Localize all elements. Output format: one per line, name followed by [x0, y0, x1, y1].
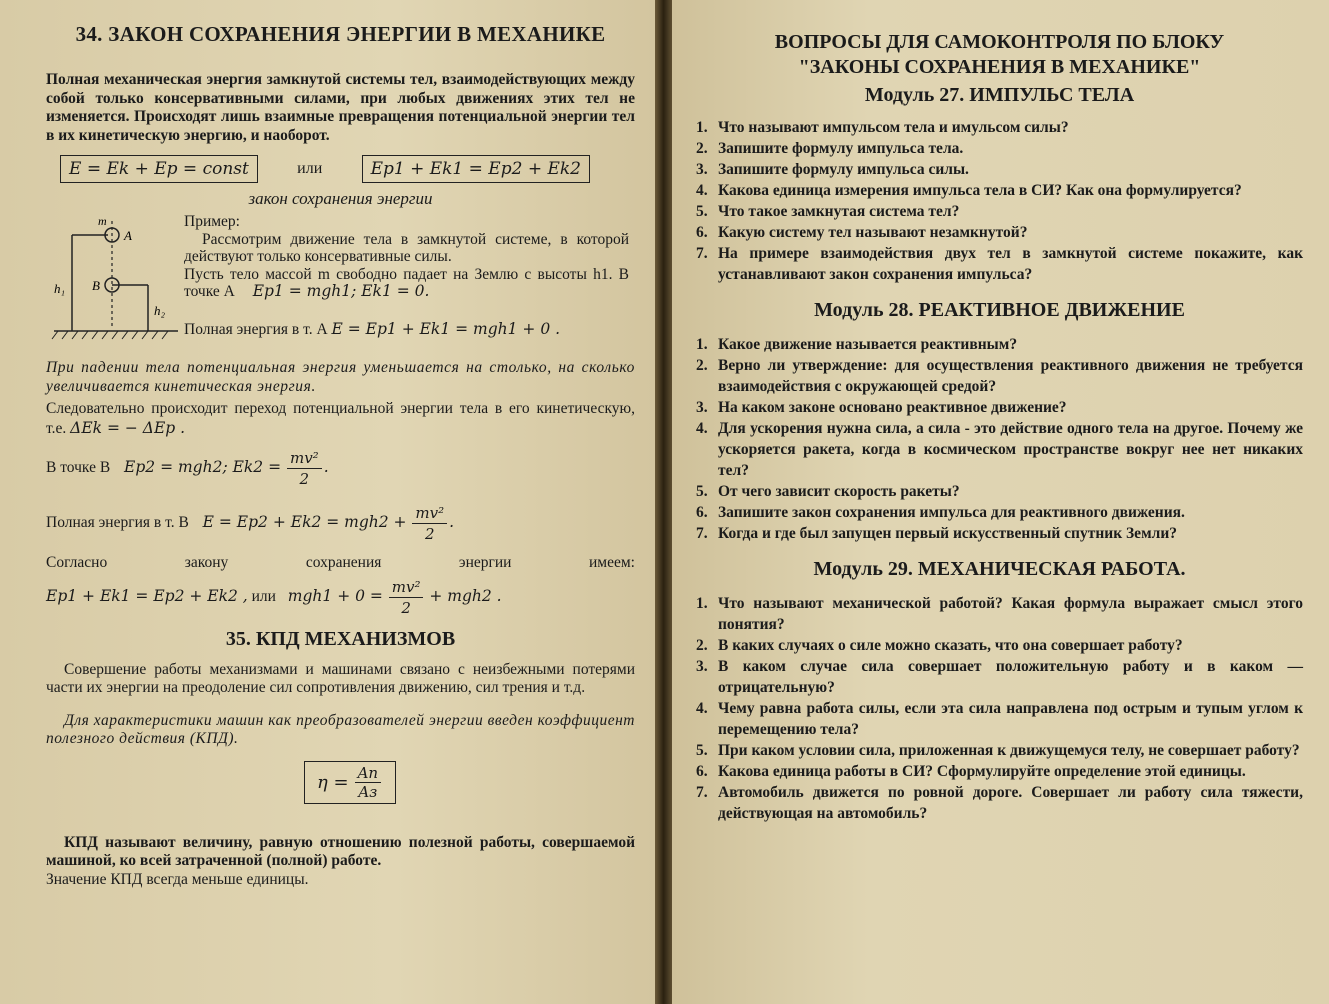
full-energy-A-label: Полная энергия в т. А: [184, 320, 328, 338]
full-energy-B-formula: E = Ep2 + Ek2 = mgh2 +: [202, 513, 407, 532]
frac-denominator: 2: [425, 525, 435, 543]
law-caption: закон сохранения энергии: [248, 189, 433, 208]
kpd-intro: Совершение работы механизмами и машинами связано с неизбежными потерями части их энергии на преодоление сил сопротивления движению, сил трения и т.д.: [46, 660, 635, 696]
right-page: [672, 0, 1329, 1004]
questions-title-line1: ВОПРОСЫ ДЛЯ САМОКОНТРОЛЯ ПО БЛОКУ: [774, 31, 1225, 53]
section-34-title: 34. ЗАКОН СОХРАНЕНИЯ ЭНЕРГИИ В МЕХАНИКЕ: [75, 22, 606, 46]
list-item: 4. Какова единица измерения импульса тела в СИ? Как она формулируется?: [696, 182, 1242, 199]
full-energy-A-formula: E = Ep1 + Ek1 = mgh1 + 0 .: [331, 319, 561, 338]
transition-text: [46, 400, 635, 438]
list-item: 4. Чему равна работа силы, если эта сила направлена под острым и тупым углом к перемещению тела?: [696, 700, 1303, 738]
example-free-fall: [184, 266, 629, 301]
falling-body-figure: [50, 213, 182, 353]
list-item: 2. Верно ли утверждение: для осуществления реактивного движения не требуется взаимодействия с окружающей средой?: [696, 357, 1303, 395]
list-item: 5. Что такое замкнутая система тел?: [696, 203, 960, 220]
final-formula-b: mgh1 + 0 =: [287, 586, 383, 605]
list-item: 1. Какое движение называется реактивным?: [696, 336, 1018, 353]
fig-label-h1: h₁: [54, 281, 66, 296]
list-item: 5. От чего зависит скорость ракеты?: [696, 483, 960, 500]
final-formula-c: + mgh2 .: [429, 586, 502, 605]
final-formula-a: Ep1 + Ek1 = Ep2 + Ek2 ,: [46, 586, 248, 605]
list-item: 4. Для ускорения нужна сила, а сила - это действие одного тела на другое. Почему же ускоряется ракета, когда в космическом пространстве вокруг нее нет никаких тел?: [696, 420, 1303, 479]
example-free-fall-text: Пусть тело массой m свободно падает на Землю с высоты h1. В точке А: [184, 265, 629, 300]
example-label: Пример:: [184, 213, 240, 230]
fig-label-h2: h₂: [154, 303, 166, 318]
full-energy-B-fraction: [412, 503, 447, 544]
kpd-italic: Для характеристики машин как преобразователей энергии введен коэффициент полезного действия (КПД).: [46, 711, 635, 747]
list-item: 7. Когда и где был запущен первый искусственный спутник Земли?: [696, 525, 1177, 542]
list-item: 3. На каком законе основано реактивное движение?: [696, 399, 1067, 416]
point-B-line: В точке В Ep2 = mgh2; Ek2 = $\frac{\text{mv²}}{2}$ .: [46, 449, 329, 488]
example-formula-A: Ep1 = mgh1; Ek1 = 0.: [252, 282, 430, 300]
list-item: 3. Запишите формулу импульса силы.: [696, 161, 969, 178]
list-item: 2. В каких случаях о силе можно сказать, что она совершает работу?: [696, 637, 1183, 654]
transition-text-body: Следовательно происходит переход потенциальной энергии тела в его кинетическую, т.е.: [46, 400, 635, 437]
section-35-title: 35. КПД МЕХАНИЗМОВ: [225, 627, 456, 650]
point-B-fraction: [287, 448, 322, 489]
module-29-title: Модуль 29. МЕХАНИЧЕСКАЯ РАБОТА.: [813, 558, 1186, 580]
formula-const-box: E = Ek + Ep = const: [60, 155, 258, 183]
full-energy-B-label: Полная энергия в т. В: [46, 514, 189, 532]
example-text: [184, 213, 629, 338]
list-item: 2. Запишите формулу импульса тела.: [696, 140, 964, 157]
list-item: 6. Запишите закон сохранения импульса для реактивного движения.: [696, 504, 1185, 521]
point-B-label: В точке В: [46, 459, 111, 477]
list-item: 7. На примере взаимодействия двух тел в замкнутой системе покажите, как устанавливают закон сохранения импульса?: [696, 245, 1303, 283]
frac-numerator: mv²: [389, 577, 424, 598]
final-or: или: [251, 587, 276, 605]
module-28-questions: [696, 334, 1303, 544]
module-27-title: Модуль 27. ИМПУЛЬС ТЕЛА: [864, 84, 1135, 106]
frac-numerator: mv²: [287, 448, 322, 469]
kpd-less-than-one: Значение КПД всегда меньше единицы.: [46, 870, 309, 888]
falling-text: При падении тела потенциальная энергия уменьшается на столько, на сколько увеличивается кинетическая энергия.: [46, 359, 635, 395]
according-text: Согласно закону сохранения энергии имеем:: [46, 554, 635, 571]
fig-label-B: B: [92, 278, 100, 293]
eta-symbol: η =: [317, 771, 349, 793]
frac-denominator: 2: [299, 470, 310, 488]
point-B-formula: Ep2 = mgh2; Ek2 =: [124, 458, 282, 477]
book-gutter: [655, 0, 672, 1004]
useful-work: Aп: [355, 764, 382, 783]
example-description: Рассмотрим движение тела в замкнутой системе, в которой действуют только консервативные силы.: [184, 230, 629, 265]
full-energy-B-line: Полная энергия в т. В E = Ep2 + Ek2 = mgh2 + $\frac{\text{mv²}}{2}$ .: [46, 504, 455, 543]
list-item: 6. Какую систему тел называют незамкнутой?: [696, 224, 1028, 241]
list-item: 7. Автомобиль движется по ровной дороге. Совершает ли работу сила тяжести, действующая на автомобиль?: [696, 784, 1303, 822]
or-label: или: [297, 160, 323, 177]
transition-formula: ΔEk = − ΔEp .: [70, 418, 186, 437]
fig-label-A: A: [124, 228, 132, 243]
formula-equality-box: Ep1 + Ek1 = Ep2 + Ek2: [362, 155, 590, 183]
module-29-questions: [696, 593, 1303, 824]
frac-denominator: 2: [401, 598, 411, 617]
kpd-formula-box: [304, 761, 396, 804]
final-fraction: [389, 577, 424, 618]
list-item: 3. В каком случае сила совершает положительную работу и в каком — отрицательную?: [696, 658, 1303, 696]
example-block: [46, 213, 635, 363]
energy-law-intro: Полная механическая энергия замкнутой системы тел, взаимодействующих между собой только консервативными силами, при любых движениях этих тел не изменяется. Происходят лишь взаимные превращения потенциальной энергии тел в их кинетическую энергию, и наоборот.: [46, 71, 635, 144]
final-formula-line: [46, 577, 635, 618]
module-28-title: Модуль 28. РЕАКТИВНОЕ ДВИЖЕНИЕ: [814, 299, 1185, 321]
list-item: 1. Что называют механической работой? Какая формула выражает смысл этого понятия?: [696, 595, 1303, 633]
list-item: 5. При каком условии сила, приложенная к движущемуся телу, не совершает работу?: [696, 742, 1300, 759]
total-work: Aз: [358, 782, 378, 801]
frac-numerator: mv²: [412, 503, 447, 524]
questions-title-line2: "ЗАКОНЫ СОХРАНЕНИЯ В МЕХАНИКЕ": [798, 56, 1201, 78]
module-27-questions: [696, 117, 1303, 285]
energy-formulas: [60, 155, 590, 183]
left-page: [0, 0, 655, 1004]
fig-label-m: m: [98, 214, 107, 228]
list-item: 6. Какова единица работы в СИ? Сформулируйте определение этой единицы.: [696, 763, 1246, 780]
list-item: 1. Что называют импульсом тела и имульсом силы?: [696, 119, 1069, 136]
kpd-definition: КПД называют величину, равную отношению полезной работы, совершаемой машиной, ко всей затраченной (полной) работе.: [46, 833, 635, 869]
full-energy-A: [184, 321, 629, 339]
kpd-fraction: [355, 764, 382, 801]
